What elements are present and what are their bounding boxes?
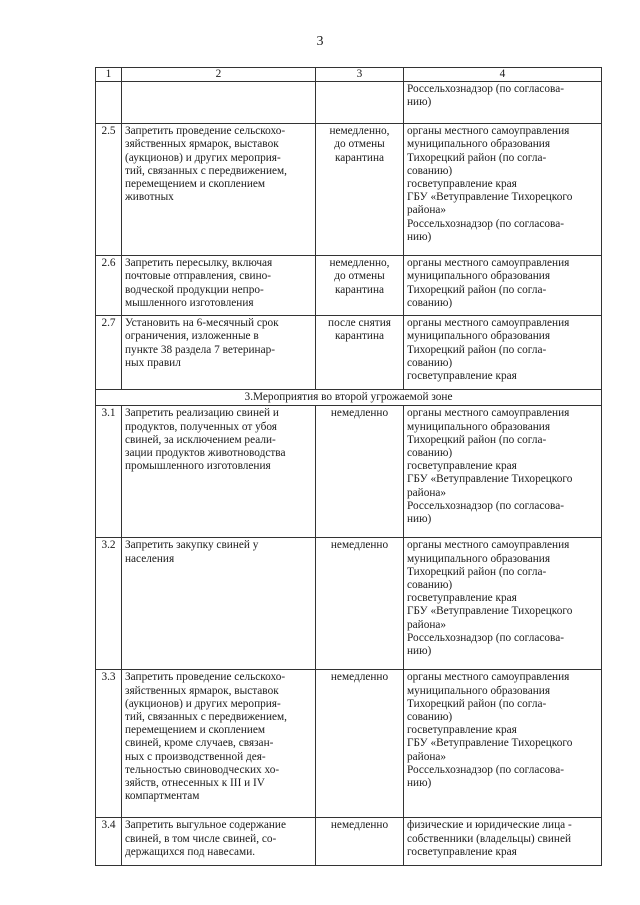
section-header-row [96, 390, 602, 406]
row-measure: Запретить выгульное содержание свиней, в том числе свиней, со- держащихся под навесами. [122, 818, 316, 866]
header-col-3: 3 [316, 68, 404, 82]
row-number: 2.6 [96, 256, 122, 316]
row-executors: физические и юридические лица - собственники (владельцы) свиней госветуправление края [404, 818, 602, 866]
table-row [96, 538, 602, 670]
row-deadline: немедленно [316, 818, 404, 866]
row-measure: Запретить пересылку, включая почтовые отправления, свино- водческой продукции непро- мышленного изготовления [122, 256, 316, 316]
header-col-1: 1 [96, 68, 122, 82]
row-executors: органы местного самоуправления муниципального образования Тихорецкий район (по согла- сованию) госветуправление края ГБУ «Ветуправление Тихорецкого района» Россельхознадзор (по согласова- нию) [404, 538, 602, 670]
row-measure [122, 82, 316, 124]
table-row [96, 818, 602, 866]
row-measure: Запретить закупку свиней у населения [122, 538, 316, 670]
table-row [96, 256, 602, 316]
row-executors: органы местного самоуправления муниципального образования Тихорецкий район (по согла- сованию) госветуправление края ГБУ «Ветуправление Тихорецкого района» Россельхознадзор (по согласова- нию) [404, 670, 602, 818]
row-executors: органы местного самоуправления муниципального образования Тихорецкий район (по согла- сованию) госветуправление края [404, 316, 602, 390]
row-number: 2.7 [96, 316, 122, 390]
row-deadline: немедленно, до отмены карантина [316, 124, 404, 256]
section-title: 3.Мероприятия во второй угрожаемой зоне [96, 390, 602, 406]
row-deadline: немедленно [316, 538, 404, 670]
row-executors: Россельхознадзор (по согласова- нию) [404, 82, 602, 124]
measures-table [95, 67, 602, 866]
table-row [96, 406, 602, 538]
table-row [96, 82, 602, 124]
row-number: 3.3 [96, 670, 122, 818]
row-deadline [316, 82, 404, 124]
row-deadline: немедленно [316, 670, 404, 818]
row-measure: Запретить проведение сельскохо- зяйственных ярмарок, выставок (аукционов) и других мероприя- тий, связанных с передвижением, перемещением и скоплением животных [122, 124, 316, 256]
row-deadline: немедленно, до отмены карантина [316, 256, 404, 316]
row-executors: органы местного самоуправления муниципального образования Тихорецкий район (по согла- сованию) госветуправление края ГБУ «Ветуправление Тихорецкого района» Россельхознадзор (по согласова- нию) [404, 406, 602, 538]
row-deadline: после снятия карантина [316, 316, 404, 390]
row-executors: органы местного самоуправления муниципального образования Тихорецкий район (по согла- сованию) [404, 256, 602, 316]
row-deadline: немедленно [316, 406, 404, 538]
table-row [96, 670, 602, 818]
table-header-row [96, 68, 602, 82]
row-number: 3.1 [96, 406, 122, 538]
row-measure: Запретить реализацию свиней и продуктов, полученных от убоя свиней, за исключением реали- зации продуктов животноводства промышленного изготовления [122, 406, 316, 538]
row-number: 3.4 [96, 818, 122, 866]
row-number [96, 82, 122, 124]
header-col-4: 4 [404, 68, 602, 82]
page-number: 3 [316, 34, 324, 49]
row-measure: Установить на 6-месячный срок ограничения, изложенные в пункте 38 раздела 7 ветеринар- ных правил [122, 316, 316, 390]
row-number: 3.2 [96, 538, 122, 670]
header-col-2: 2 [122, 68, 316, 82]
row-number: 2.5 [96, 124, 122, 256]
row-measure: Запретить проведение сельскохо- зяйственных ярмарок, выставок (аукционов) и других мероприя- тий, связанных с передвижением, перемещением и скоплением свиней, кроме случаев, связан- ных с производственной дея- тельностью свиноводческих хо- зяйств, отнесенных к III и IV компартментам [122, 670, 316, 818]
table-row [96, 316, 602, 390]
row-executors: органы местного самоуправления муниципального образования Тихорецкий район (по согла- сованию) госветуправление края ГБУ «Ветуправление Тихорецкого района» Россельхознадзор (по согласова- нию) [404, 124, 602, 256]
table-row [96, 124, 602, 256]
